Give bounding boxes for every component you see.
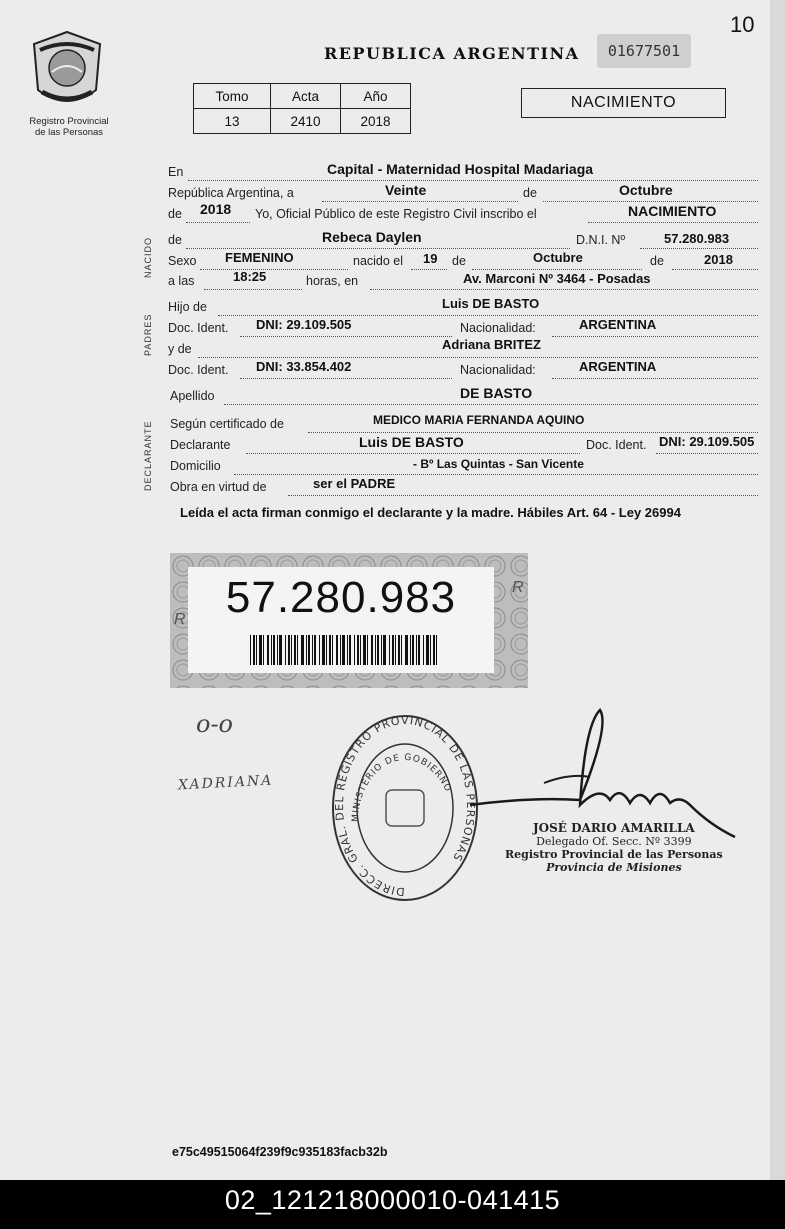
value-sexo: FEMENINO <box>225 250 294 265</box>
barcode-bar <box>322 635 325 665</box>
value-surname: DE BASTO <box>460 385 533 401</box>
barcode <box>250 635 440 665</box>
dotted-line <box>204 289 302 290</box>
barcode-bar <box>401 635 402 665</box>
dotted-line <box>234 474 758 475</box>
barcode-bar <box>340 635 341 665</box>
barcode-bar <box>430 635 431 665</box>
barcode-bar <box>405 635 408 665</box>
barcode-bar <box>367 635 368 665</box>
header-tomo: Tomo <box>194 84 271 109</box>
stamp-dni-number: 57.280.983 <box>225 573 457 622</box>
barcode-bar <box>398 635 400 665</box>
dotted-line <box>588 222 758 223</box>
value-birth-day: 19 <box>423 251 438 266</box>
dotted-line <box>186 222 250 223</box>
handwritten-name: XADRIANA <box>177 772 274 794</box>
barcode-bar <box>263 635 264 665</box>
label-horas-en: horas, en <box>306 274 359 288</box>
value-event: NACIMIENTO <box>628 203 717 219</box>
dotted-line <box>240 378 452 379</box>
dotted-line <box>246 453 580 454</box>
stamp-r-right: R <box>512 579 524 596</box>
barcode-bar <box>253 635 255 665</box>
dotted-line <box>552 336 758 337</box>
document-hash: e75c49515064f239f9c935183facb32b <box>172 1145 388 1159</box>
barcode-bar <box>306 635 307 665</box>
dotted-line <box>322 201 518 202</box>
barcode-bar <box>308 635 310 665</box>
label-nacionalidad-2: Nacionalidad: <box>460 363 536 377</box>
barcode-bar <box>336 635 338 665</box>
barcode-bar <box>375 635 376 665</box>
label-de-name: de <box>168 233 182 247</box>
value-month: Octubre <box>619 182 673 198</box>
barcode-bar <box>301 635 304 665</box>
value-dni: 57.280.983 <box>664 231 730 246</box>
barcode-bar <box>418 635 420 665</box>
value-mother-nat: ARGENTINA <box>579 359 657 374</box>
barcode-bar <box>347 635 348 665</box>
barcode-bar <box>271 635 272 665</box>
barcode-bar <box>319 635 320 665</box>
side-label-padres: PADRES <box>143 313 153 356</box>
label-declarante: Declarante <box>170 438 231 452</box>
dotted-line <box>672 269 758 270</box>
seal-outer-text: DIRECC. GRAL. DEL REGISTRO PROVINCIAL DE LAS PERSONAS <box>333 713 478 899</box>
label-segun: Según certificado de <box>170 417 284 431</box>
barcode-bar <box>326 635 327 665</box>
barcode-bar <box>371 635 373 665</box>
value-place: Capital - Maternidad Hospital Madariaga <box>327 161 594 177</box>
barcode-bar <box>395 635 396 665</box>
dotted-line <box>240 336 452 337</box>
label-de-month: de <box>452 254 466 268</box>
dni-stamp <box>170 553 528 688</box>
value-tomo: 13 <box>194 109 271 134</box>
label-de-year: de <box>168 207 182 221</box>
value-hour: 18:25 <box>233 269 267 284</box>
label-doc-ident-decl: Doc. Ident. <box>586 438 647 452</box>
dotted-line <box>288 495 758 496</box>
barcode-bar <box>279 635 282 665</box>
barcode-bar <box>426 635 429 665</box>
barcode-bar <box>294 635 296 665</box>
barcode-bar <box>342 635 345 665</box>
official-province: Provincia de Misiones <box>546 861 682 874</box>
label-nacido-el: nacido el <box>353 254 404 268</box>
dotted-line <box>543 201 758 202</box>
barcode-bar <box>291 635 292 665</box>
dotted-line <box>218 315 758 316</box>
stamp-r-left: R <box>174 611 186 628</box>
record-type-box: NACIMIENTO <box>521 88 726 118</box>
value-address: Av. Marconi Nº 3464 - Posadas <box>463 271 651 286</box>
dotted-line <box>552 378 758 379</box>
value-ano: 2018 <box>341 109 411 134</box>
label-doc-ident-2: Doc. Ident. <box>168 363 229 377</box>
official-stamp-block <box>505 822 723 874</box>
serial-number: 01677501 <box>597 34 691 68</box>
barcode-bar <box>416 635 417 665</box>
barcode-bar <box>357 635 359 665</box>
barcode-bar <box>410 635 411 665</box>
coat-of-arms-logo <box>30 30 104 112</box>
handwritten-mark: o-o <box>196 710 234 738</box>
value-father-nat: ARGENTINA <box>579 317 657 332</box>
value-day: Veinte <box>385 182 427 198</box>
page-edge <box>770 0 785 1180</box>
barcode-bar <box>436 635 437 665</box>
seal-inner-text: MINISTERIO DE GOBIERNO <box>350 752 453 823</box>
barcode-bar <box>412 635 414 665</box>
barcode-bar <box>259 635 262 665</box>
barcode-bar <box>267 635 269 665</box>
barcode-bar <box>354 635 355 665</box>
value-birth-year: 2018 <box>704 252 733 267</box>
barcode-bar <box>277 635 278 665</box>
label-doc-ident-1: Doc. Ident. <box>168 321 229 335</box>
label-nacionalidad-1: Nacionalidad: <box>460 321 536 335</box>
barcode-bar <box>312 635 313 665</box>
barcode-bar <box>273 635 275 665</box>
registry-caption-line1: Registro Provincial <box>29 116 109 127</box>
label-hijo-de: Hijo de <box>168 300 207 314</box>
value-name: Rebeca Daylen <box>322 229 422 245</box>
label-oficial: Yo, Oficial Público de este Registro Civil inscribo el <box>255 207 537 221</box>
value-mother: Adriana BRITEZ <box>442 337 541 352</box>
dotted-line <box>370 289 758 290</box>
barcode-bar <box>377 635 379 665</box>
value-declarant-dni: DNI: 29.109.505 <box>659 434 755 449</box>
dotted-line <box>472 269 642 270</box>
label-obra: Obra en virtud de <box>170 480 267 494</box>
barcode-bar <box>363 635 366 665</box>
label-sexo: Sexo <box>168 254 197 268</box>
barcode-bar <box>349 635 351 665</box>
barcode-bar <box>392 635 394 665</box>
barcode-bar <box>329 635 331 665</box>
dotted-line <box>198 357 758 358</box>
value-acta: 2410 <box>271 109 341 134</box>
value-year: 2018 <box>200 201 232 217</box>
official-role: Delegado Of. Secc. Nº 3399 <box>536 835 692 848</box>
stamp-panel <box>188 567 494 673</box>
dotted-line <box>200 269 348 270</box>
header-acta: Acta <box>271 84 341 109</box>
label-de-birth-year: de <box>650 254 664 268</box>
page-number: 10 <box>730 12 755 37</box>
document-title: REPUBLICA ARGENTINA <box>324 44 580 63</box>
dotted-line <box>188 180 758 181</box>
side-label-declarante: DECLARANTE <box>143 420 153 491</box>
official-office: Registro Provincial de las Personas <box>505 848 723 861</box>
barcode-bar <box>423 635 424 665</box>
barcode-bar <box>288 635 290 665</box>
value-domicile: - Bº Las Quintas - San Vicente <box>413 457 584 471</box>
registry-caption <box>14 116 124 138</box>
label-de: de <box>523 186 537 200</box>
dotted-line <box>411 269 447 270</box>
dotted-line <box>640 248 758 249</box>
value-father: Luis DE BASTO <box>442 296 540 311</box>
registry-caption-line2: de las Personas <box>34 127 104 138</box>
dotted-line <box>186 248 570 249</box>
record-table <box>193 83 411 134</box>
value-declarant: Luis DE BASTO <box>359 434 464 450</box>
barcode-bar <box>314 635 316 665</box>
value-birth-month: Octubre <box>533 250 583 265</box>
closing-note: Leída el acta firman conmigo el declarante y la madre. Hábiles Art. 64 - Ley 26994 <box>180 505 681 520</box>
barcode-bar <box>360 635 361 665</box>
label-domicilio: Domicilio <box>170 459 221 473</box>
barcode-bar <box>256 635 257 665</box>
value-certificate: MEDICO MARIA FERNANDA AQUINO <box>373 413 585 427</box>
label-apellido: Apellido <box>170 389 215 403</box>
barcode-bar <box>381 635 382 665</box>
barcode-bar <box>250 635 251 665</box>
official-name: JOSÉ DARIO AMARILLA <box>532 821 695 835</box>
barcode-bar <box>332 635 333 665</box>
dotted-line <box>308 432 758 433</box>
barcode-bar <box>433 635 435 665</box>
dotted-line <box>224 404 758 405</box>
barcode-bar <box>383 635 386 665</box>
value-father-dni: DNI: 29.109.505 <box>256 317 352 332</box>
side-label-nacido: NACIDO <box>143 236 153 278</box>
label-dni: D.N.I. Nº <box>576 233 626 247</box>
label-en: En <box>168 165 184 179</box>
header-ano: Año <box>341 84 411 109</box>
value-by-virtue: ser el PADRE <box>313 476 396 491</box>
barcode-bar <box>297 635 298 665</box>
label-a-las: a las <box>168 274 195 288</box>
official-round-seal <box>330 712 480 904</box>
label-y-de: y de <box>168 342 192 356</box>
label-republica: República Argentina, a <box>168 186 294 200</box>
barcode-bar <box>285 635 286 665</box>
barcode-bar <box>389 635 390 665</box>
value-mother-dni: DNI: 33.854.402 <box>256 359 352 374</box>
file-id-banner: 02_121218000010-041415 <box>0 1180 785 1229</box>
dotted-line <box>656 453 758 454</box>
